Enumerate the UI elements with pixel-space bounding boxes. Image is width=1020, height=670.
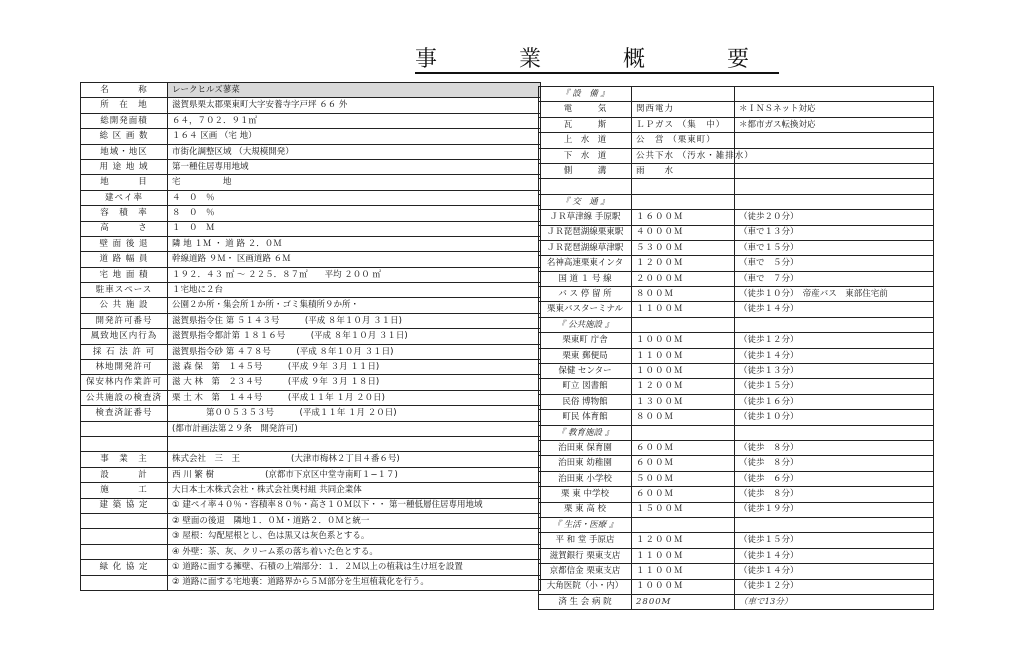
facility-row xyxy=(539,117,934,132)
facility-name: ＪＲ琵琶湖線栗東駅 xyxy=(539,225,632,240)
facility-distance: １０００Ｍ xyxy=(632,579,735,594)
row-label: 建ペイ率 xyxy=(81,190,168,205)
facility-note: （徒歩１５分） xyxy=(735,379,934,394)
section-header-row xyxy=(539,194,934,209)
section-heading: 『 生活・医療 』 xyxy=(539,517,632,532)
left-table-row xyxy=(81,344,541,359)
facility-distance: １２００Ｍ xyxy=(632,379,735,394)
row-label: 設 計 xyxy=(81,467,168,482)
row-label: 高 さ xyxy=(81,221,168,236)
left-summary-table xyxy=(80,82,541,591)
facility-distance xyxy=(632,87,735,102)
left-table-row xyxy=(81,83,541,98)
facility-note xyxy=(735,425,934,440)
facility-distance: ６００Ｍ xyxy=(632,456,735,471)
left-table-row xyxy=(81,98,541,113)
left-table-row xyxy=(81,483,541,498)
facility-distance: １０００Ｍ xyxy=(632,364,735,379)
facility-row xyxy=(539,210,934,225)
row-value: １宅地に２台 xyxy=(168,283,541,298)
left-table-row xyxy=(81,206,541,221)
row-label: 所 在 地 xyxy=(81,98,168,113)
row-value: １ ０ Ｍ xyxy=(168,221,541,236)
facility-note: ＊ＩＮＳネット対応 xyxy=(735,102,934,117)
facility-row xyxy=(539,564,934,579)
row-value: 市街化調整区域 （大規模開発） xyxy=(168,144,541,159)
left-table-row xyxy=(81,190,541,205)
facility-distance: 関西電力 xyxy=(632,102,735,117)
left-table-row xyxy=(81,375,541,390)
row-value: １９２．４３ ㎡ 〜 ２２５．８７㎡ 平均 ２００ ㎡ xyxy=(168,267,541,282)
left-table-row xyxy=(81,436,541,451)
left-table-row xyxy=(81,236,541,251)
facility-row xyxy=(539,579,934,594)
facility-name: 側 溝 xyxy=(539,163,632,178)
facility-note xyxy=(735,317,934,332)
left-table-row xyxy=(81,560,541,575)
row-label: 地域・地区 xyxy=(81,144,168,159)
left-table-row xyxy=(81,159,541,174)
row-label: 容 積 率 xyxy=(81,206,168,221)
row-value: レークヒルズ蓼菜 xyxy=(168,83,541,98)
row-value: 滋 大 林 第 ２３４号 (平成 ９年 ３月 １８日) xyxy=(168,375,541,390)
facility-note: （車で ５分） xyxy=(735,256,934,271)
row-value: ③ 屋根：勾配屋根とし、色は黒又は灰色系とする。 xyxy=(168,529,541,544)
facility-note: （徒歩 ８分） xyxy=(735,487,934,502)
row-value xyxy=(168,436,541,451)
facility-note: （徒歩１３分） xyxy=(735,364,934,379)
facility-row xyxy=(539,379,934,394)
facility-row xyxy=(539,333,934,348)
row-label: 公 共 施 設 xyxy=(81,298,168,313)
facility-name: 栗東 郵便局 xyxy=(539,348,632,363)
facility-note: ＊都市ガス転換対応 xyxy=(735,117,934,132)
row-label: 道 路 幅 員 xyxy=(81,252,168,267)
facility-distance xyxy=(632,194,735,209)
facility-note: （徒歩１５分） xyxy=(735,533,934,548)
facility-name: 民俗 博物館 xyxy=(539,394,632,409)
facility-note xyxy=(735,194,934,209)
facility-row xyxy=(539,163,934,178)
facility-name: 国 道 １ 号 線 xyxy=(539,271,632,286)
left-table-row xyxy=(81,298,541,313)
facility-name: 栗東バスターミナル xyxy=(539,302,632,317)
facility-note: （徒歩 ８分） xyxy=(735,440,934,455)
facility-note: （徒歩１０分） 帝産バス 東部住宅前 xyxy=(735,287,934,302)
row-label: 名 称 xyxy=(81,83,168,98)
row-value: ② 壁面の後退 隣地１．０Ｍ・道路２．０Ｍと統一 xyxy=(168,513,541,528)
facility-row xyxy=(539,364,934,379)
facility-row xyxy=(539,287,934,302)
left-table-row xyxy=(81,267,541,282)
facility-row xyxy=(539,471,934,486)
facility-note: （車で１３分） xyxy=(735,225,934,240)
row-label: 地 目 xyxy=(81,175,168,190)
section-heading: 『 交 通 』 xyxy=(539,194,632,209)
facility-name: 町民 体育館 xyxy=(539,410,632,425)
row-value: 栗 土 木 第 １４４号 (平成１１年 １月 ２０日) xyxy=(168,390,541,405)
left-table-row xyxy=(81,329,541,344)
facility-note xyxy=(735,163,934,178)
facility-name: 治田東 保育園 xyxy=(539,440,632,455)
facility-name: 平 和 堂 手原店 xyxy=(539,533,632,548)
row-label xyxy=(81,575,168,590)
row-value: １６４ 区画 （宅 地） xyxy=(168,129,541,144)
row-label: 駐車スペース xyxy=(81,283,168,298)
row-label: 総開発面積 xyxy=(81,113,168,128)
facility-distance: １１００Ｍ xyxy=(632,348,735,363)
facility-distance: ５００Ｍ xyxy=(632,471,735,486)
row-value: 第一種住居専用地域 xyxy=(168,159,541,174)
row-value: ① 建ペイ率４０％・容積率８０％・高さ１０Ｍ以下・・ 第一種低層住居専用地域 xyxy=(168,498,541,513)
row-label: 壁 面 後 退 xyxy=(81,236,168,251)
facility-note: （徒歩１４分） xyxy=(735,302,934,317)
row-value: 株式会社 三 王 (大津市梅林２丁目４番６号) xyxy=(168,452,541,467)
facility-row xyxy=(539,394,934,409)
left-table-row xyxy=(81,283,541,298)
left-table-row xyxy=(81,360,541,375)
left-table-row xyxy=(81,252,541,267)
facility-row xyxy=(539,533,934,548)
facility-row xyxy=(539,133,934,148)
facility-note: （車で ７分） xyxy=(735,271,934,286)
facility-row xyxy=(539,102,934,117)
facility-name: 済 生 会 病 院 xyxy=(539,594,632,609)
left-table-row xyxy=(81,529,541,544)
facility-distance: 公共下水 （汚水・雑排水） xyxy=(632,148,735,163)
right-facilities-table xyxy=(538,86,934,610)
row-value: ６４，７０２．９１㎡ xyxy=(168,113,541,128)
facility-name: 上 水 道 xyxy=(539,133,632,148)
facility-note: （徒歩１６分） xyxy=(735,394,934,409)
facility-note: （徒歩１２分） xyxy=(735,333,934,348)
facility-distance: ８００Ｍ xyxy=(632,287,735,302)
facility-row xyxy=(539,410,934,425)
facility-distance: １１００Ｍ xyxy=(632,548,735,563)
facility-name: ＪＲ草津線 手原駅 xyxy=(539,210,632,225)
facility-row xyxy=(539,256,934,271)
facility-name: 町立 図書館 xyxy=(539,379,632,394)
left-table-row xyxy=(81,390,541,405)
facility-row xyxy=(539,594,934,609)
facility-row xyxy=(539,302,934,317)
row-label xyxy=(81,544,168,559)
row-label xyxy=(81,513,168,528)
facility-distance: ＬＰガス （集 中） xyxy=(632,117,735,132)
row-label: 風致地区内行為 xyxy=(81,329,168,344)
facility-distance: 公 営 （栗東町） xyxy=(632,133,735,148)
facility-name: ＪＲ琵琶湖線草津駅 xyxy=(539,240,632,255)
row-label: 建 築 協 定 xyxy=(81,498,168,513)
facility-distance: １０００Ｍ xyxy=(632,333,735,348)
facility-distance xyxy=(632,517,735,532)
row-value: 宅 地 xyxy=(168,175,541,190)
facility-note: （徒歩１９分） xyxy=(735,502,934,517)
facility-name: 栗東町 庁舎 xyxy=(539,333,632,348)
facility-note: （徒歩 ６分） xyxy=(735,471,934,486)
row-value: ① 道路に面する擁壁、石積の上端部分：１．２Ｍ以上の植栽は生け垣を設置 xyxy=(168,560,541,575)
facility-name: 保健 センター xyxy=(539,364,632,379)
facility-distance: ４０００Ｍ xyxy=(632,225,735,240)
facility-row xyxy=(539,240,934,255)
facility-note xyxy=(735,179,934,194)
row-value: (都市計画法第２９条 開発許可) xyxy=(168,421,541,436)
section-header-row xyxy=(539,425,934,440)
facility-name: 京都信金 栗東支店 xyxy=(539,564,632,579)
facility-distance: １５００Ｍ xyxy=(632,502,735,517)
section-heading: 『 公共施設 』 xyxy=(539,317,632,332)
left-table-row xyxy=(81,129,541,144)
row-value: 滋 森 保 第 １４５号 (平成 ９年 ３月 １１日) xyxy=(168,360,541,375)
row-value: 幹線道路 ９Ｍ・ 区画道路 ６Ｍ xyxy=(168,252,541,267)
row-label: 検査済証番号 xyxy=(81,406,168,421)
facility-distance: ２０００Ｍ xyxy=(632,271,735,286)
left-table-row xyxy=(81,513,541,528)
section-header-row xyxy=(539,317,934,332)
row-label xyxy=(81,529,168,544)
facility-note: （徒歩１４分） xyxy=(735,548,934,563)
facility-name: 栗 東 中学校 xyxy=(539,487,632,502)
section-header-row xyxy=(539,517,934,532)
row-label: 施 工 xyxy=(81,483,168,498)
facility-note: （徒歩１２分） xyxy=(735,579,934,594)
left-table-row xyxy=(81,406,541,421)
left-table-row xyxy=(81,452,541,467)
facility-row xyxy=(539,271,934,286)
facility-note: （徒歩１４分） xyxy=(735,564,934,579)
row-value: 滋賀県指令都計第 １８１６号 (平成 ８年１０月 ３１日) xyxy=(168,329,541,344)
facility-note: （車で１５分） xyxy=(735,240,934,255)
facility-distance: １１００Ｍ xyxy=(632,302,735,317)
facility-row xyxy=(539,487,934,502)
row-value: ４ ０ ％ xyxy=(168,190,541,205)
row-value: 滋賀県指令住 第 ５１４３号 (平成 ８年１０月 ３１日) xyxy=(168,313,541,328)
facility-note: （徒歩 ８分） xyxy=(735,456,934,471)
row-value: 滋賀県指令砂 第 ４７８号 (平成 ８年１０月 ３１日) xyxy=(168,344,541,359)
facility-name xyxy=(539,179,632,194)
row-value: 滋賀県栗太郡栗東町大字安養寺字戸坪 ６６ 外 xyxy=(168,98,541,113)
facility-distance: １６００Ｍ xyxy=(632,210,735,225)
row-label: 総 区 画 数 xyxy=(81,129,168,144)
facility-name: 栗 東 高 校 xyxy=(539,502,632,517)
row-label xyxy=(81,421,168,436)
left-table-row xyxy=(81,575,541,590)
left-table-row xyxy=(81,144,541,159)
row-value: ② 道路に面する宅地裏：道路界から５Ｍ部分を生垣植栽化を行う。 xyxy=(168,575,541,590)
facility-row xyxy=(539,502,934,517)
row-label: 事 業 主 xyxy=(81,452,168,467)
facility-note: （徒歩１４分） xyxy=(735,348,934,363)
row-label: 採 石 法 許 可 xyxy=(81,344,168,359)
left-table-row xyxy=(81,113,541,128)
facility-row xyxy=(539,456,934,471)
left-table-row xyxy=(81,467,541,482)
facility-row xyxy=(539,225,934,240)
row-value: ④ 外壁：茶、灰、クリーム系の落ち着いた色とする。 xyxy=(168,544,541,559)
facility-distance: ８００Ｍ xyxy=(632,410,735,425)
row-label: 公共施設の検査済 xyxy=(81,390,168,405)
document-title: 事 業 概 要 xyxy=(415,47,780,72)
facility-distance: １２００Ｍ xyxy=(632,533,735,548)
left-table-row xyxy=(81,221,541,236)
facility-row xyxy=(539,548,934,563)
facility-distance: ５３００Ｍ xyxy=(632,240,735,255)
facility-note: （徒歩２０分） xyxy=(735,210,934,225)
facility-distance: ６００Ｍ xyxy=(632,487,735,502)
facility-distance: 2800M xyxy=(632,594,735,609)
facility-name: 名神高速栗東インタ xyxy=(539,256,632,271)
row-value: ８ ０ ％ xyxy=(168,206,541,221)
facility-distance xyxy=(632,425,735,440)
left-table-row xyxy=(81,544,541,559)
facility-distance xyxy=(632,317,735,332)
row-value: 第００５３５３号 (平成１１年 １月 ２０日) xyxy=(168,406,541,421)
facility-row xyxy=(539,348,934,363)
left-table-row xyxy=(81,421,541,436)
facility-name: 瓦 斯 xyxy=(539,117,632,132)
row-label: 緑 化 協 定 xyxy=(81,560,168,575)
facility-distance: ６００Ｍ xyxy=(632,440,735,455)
facility-note: （徒歩１０分） xyxy=(735,410,934,425)
row-label xyxy=(81,436,168,451)
facility-row xyxy=(539,148,934,163)
row-value: 大日本土木株式会社・株式会社奥村組 共同企業体 xyxy=(168,483,541,498)
row-label: 宅 地 面 積 xyxy=(81,267,168,282)
row-label: 開発許可番号 xyxy=(81,313,168,328)
section-header-row xyxy=(539,87,934,102)
facility-name: 下 水 道 xyxy=(539,148,632,163)
facility-note xyxy=(735,133,934,148)
facility-row xyxy=(539,440,934,455)
facility-name: バ ス 停 留 所 xyxy=(539,287,632,302)
facility-name: 大角医院（小・内） xyxy=(539,579,632,594)
section-heading: 『 教育施設 』 xyxy=(539,425,632,440)
left-table-row xyxy=(81,498,541,513)
facility-note: （車で13分） xyxy=(735,594,934,609)
facility-note xyxy=(735,87,934,102)
row-label: 保安林内作業許可 xyxy=(81,375,168,390)
facility-distance: １２００Ｍ xyxy=(632,256,735,271)
section-heading: 『 設 備 』 xyxy=(539,87,632,102)
row-value: 隣 地 １Ｍ ・ 道 路 ２．０Ｍ xyxy=(168,236,541,251)
facility-distance xyxy=(632,179,735,194)
left-table-row xyxy=(81,313,541,328)
row-value: 公園２か所・集会所１か所・ゴミ集積所９か所・ xyxy=(168,298,541,313)
facility-distance: 雨 水 xyxy=(632,163,735,178)
row-label: 用 途 地 域 xyxy=(81,159,168,174)
facility-name: 治田東 小学校 xyxy=(539,471,632,486)
facility-name: 治田東 幼稚園 xyxy=(539,456,632,471)
facility-distance: １３００Ｍ xyxy=(632,394,735,409)
row-label: 林地開発許可 xyxy=(81,360,168,375)
facility-note xyxy=(735,148,934,163)
facility-distance: １１００Ｍ xyxy=(632,564,735,579)
facility-row xyxy=(539,179,934,194)
facility-note xyxy=(735,517,934,532)
left-table-row xyxy=(81,175,541,190)
row-value: 西 川 繁 樹 (京都市下京区中堂寺南町１−１７) xyxy=(168,467,541,482)
facility-name: 電 気 xyxy=(539,102,632,117)
facility-name: 滋賀銀行 栗東支店 xyxy=(539,548,632,563)
